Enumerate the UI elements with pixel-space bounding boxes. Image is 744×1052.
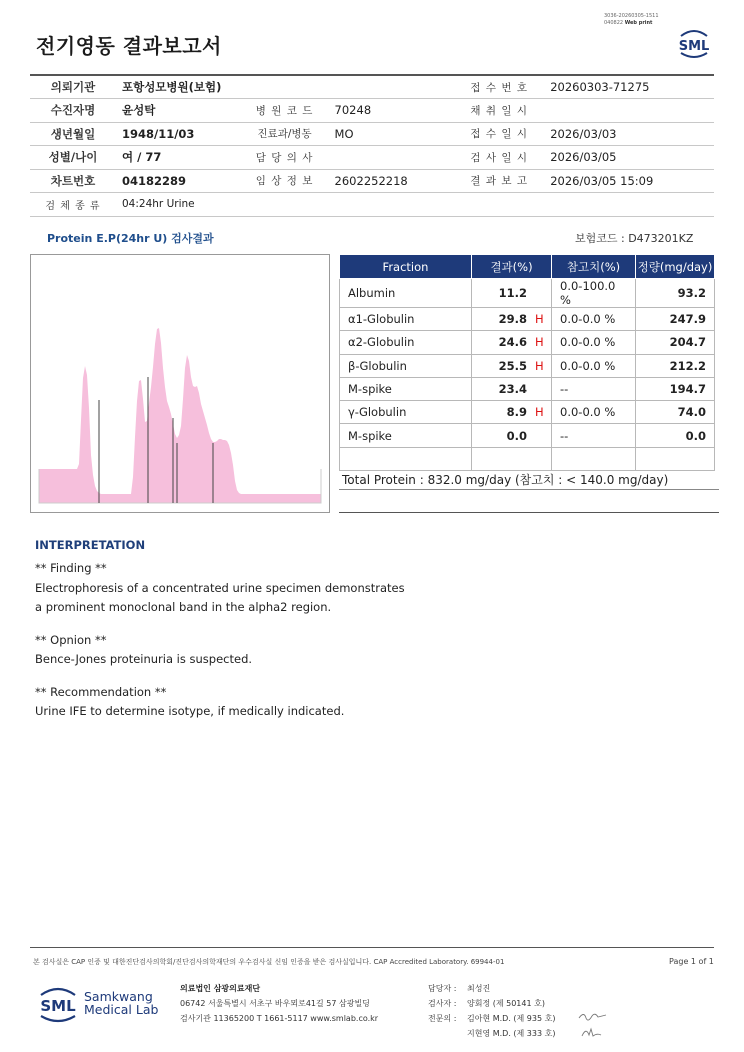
fraction-name: Albumin	[340, 279, 472, 308]
logo-text: SML	[678, 39, 710, 54]
table-row-empty	[340, 447, 715, 470]
print-code-line2a: 040822	[604, 20, 624, 26]
value-institution: 포항성모병원(보험)	[116, 75, 454, 99]
sml-logo-bottom	[36, 982, 80, 1026]
fraction-result: 8.9	[506, 405, 527, 420]
accreditation-note: 본 검사실은 CAP 인증 및 대한진단검사의학회/진단검사의학재단의 우수검사실 신임 인증을 받은 검사실입니다. CAP Accredited Laboratory. 69944-01	[33, 958, 505, 966]
label-chart-no: 차트번호	[30, 169, 116, 193]
fraction-reference: 0.0-0.0 %	[552, 401, 636, 424]
value-received-date: 2026/03/03	[544, 122, 714, 146]
fraction-name: γ-Globulin	[340, 401, 472, 424]
table-row	[340, 377, 715, 400]
header-fraction: Fraction	[340, 255, 472, 279]
label-clinical-info: 임 상 정 보	[241, 169, 329, 193]
section-title: Protein E.P(24hr U) 검사결과	[47, 232, 214, 245]
fraction-result: 23.4	[498, 382, 527, 397]
fraction-quantity: 0.0	[636, 424, 715, 447]
print-code-line2b: Web print	[624, 20, 653, 26]
densitogram-curve	[39, 328, 321, 503]
footer-divider	[30, 947, 714, 948]
value-chart-no: 04182289	[116, 169, 241, 193]
staff-label: 검사자 :	[428, 999, 457, 1008]
fraction-quantity: 247.9	[636, 308, 715, 331]
staff-value: 지현영 M.D. (제 333 호)	[467, 1029, 556, 1038]
fraction-table	[339, 254, 715, 471]
org-address: 06742 서울특별시 서초구 바우뫼로41길 57 삼광빌딩	[180, 999, 370, 1008]
value-test-date: 2026/03/05	[544, 146, 714, 170]
org-contact: 검사기관 11365200 T 1661-5117 www.smlab.co.kr	[180, 1014, 379, 1023]
table-row	[340, 308, 715, 331]
divider	[339, 489, 719, 490]
value-accession-no: 20260303-71275	[544, 75, 714, 99]
signature-image	[576, 1009, 610, 1041]
staff-label: 전문의 :	[428, 1014, 457, 1023]
recommendation-heading: ** Recommendation **	[35, 684, 167, 699]
staff-info	[428, 981, 555, 1041]
sml-logo	[676, 26, 712, 60]
fraction-result: 24.6	[498, 335, 527, 350]
fraction-quantity: 212.2	[636, 354, 715, 377]
fraction-name: β-Globulin	[340, 354, 472, 377]
high-flag: H	[535, 405, 544, 420]
header-result: 결과(%)	[472, 255, 552, 279]
divider	[339, 512, 719, 513]
high-flag: H	[535, 312, 544, 327]
fraction-reference: --	[552, 424, 636, 447]
table-row	[340, 331, 715, 354]
recommendation-line-1: Urine IFE to determine isotype, if medically indicated.	[35, 704, 345, 718]
fraction-name: α2-Globulin	[340, 331, 472, 354]
total-protein: Total Protein : 832.0 mg/day (참고치 : < 140.0 mg/day)	[342, 473, 669, 487]
table-row	[340, 401, 715, 424]
page-title: 전기영동 결과보고서	[36, 34, 222, 58]
staff-label: 담당자 :	[428, 984, 457, 993]
staff-value: 양회정 (제 50141 호)	[467, 999, 545, 1008]
label-birthdate: 생년월일	[30, 122, 116, 146]
value-sex-age: 여 / 77	[116, 146, 241, 170]
value-department: MO	[329, 122, 455, 146]
fraction-quantity: 194.7	[636, 377, 715, 400]
opinion-heading: ** Opnion **	[35, 632, 107, 647]
brand-name	[84, 990, 158, 1016]
label-collection-date: 채 취 일 시	[454, 99, 544, 123]
opinion-line-1: Bence-Jones proteinuria is suspected.	[35, 652, 253, 666]
value-clinical-info: 2602252218	[329, 169, 455, 193]
label-hospital-code: 병 원 코 드	[241, 99, 329, 123]
fraction-name: α1-Globulin	[340, 308, 472, 331]
fraction-name: M-spike	[340, 424, 472, 447]
value-birthdate: 1948/11/03	[116, 122, 241, 146]
fraction-reference: 0.0-0.0 %	[552, 354, 636, 377]
patient-info-table	[30, 74, 714, 217]
org-name: 의료법인 삼광의료재단	[180, 984, 261, 993]
electrophoresis-graph	[30, 254, 330, 513]
header-reference: 참고치(%)	[552, 255, 636, 279]
interpretation-text	[35, 559, 405, 722]
label-specimen-type: 검 체 종 류	[30, 193, 116, 217]
staff-value: 김아현 M.D. (제 935 호)	[467, 1014, 556, 1023]
insurance-code: 보험코드 : D473201KZ	[575, 232, 694, 245]
finding-line-1: Electrophoresis of a concentrated urine specimen demonstrates	[35, 580, 405, 595]
label-report-date: 결 과 보 고	[454, 169, 544, 193]
label-institution: 의뢰기관	[30, 75, 116, 99]
value-patient-name: 윤성탁	[116, 99, 241, 123]
fraction-reference: 0.0-0.0 %	[552, 331, 636, 354]
brand-line-1: Samkwang	[84, 989, 153, 1004]
fraction-reference: --	[552, 377, 636, 400]
label-patient-name: 수진자명	[30, 99, 116, 123]
fraction-result: 29.8	[498, 312, 527, 327]
table-row	[340, 424, 715, 447]
brand-line-2: Medical Lab	[84, 1002, 159, 1017]
fraction-name: M-spike	[340, 377, 472, 400]
electrophoresis-svg	[31, 255, 331, 514]
value-collection-date	[544, 99, 714, 123]
fraction-reference: 0.0-0.0 %	[552, 308, 636, 331]
value-specimen-type: 04:24hr Urine	[116, 193, 714, 217]
label-department: 진료과/병동	[241, 122, 329, 146]
value-report-date: 2026/03/05 15:09	[544, 169, 714, 193]
label-physician: 담 당 의 사	[241, 146, 329, 170]
value-hospital-code: 70248	[329, 99, 455, 123]
fraction-quantity: 204.7	[636, 331, 715, 354]
logo-bottom-text: SML	[40, 997, 76, 1015]
interpretation-title: INTERPRETATION	[35, 538, 146, 552]
staff-value: 최성진	[467, 984, 491, 993]
print-code-line1: 3036-20260305-1511	[604, 13, 659, 19]
label-sex-age: 성별/나이	[30, 146, 116, 170]
fraction-result: 11.2	[498, 286, 527, 300]
high-flag: H	[535, 335, 544, 350]
fraction-quantity: 74.0	[636, 401, 715, 424]
fraction-result: 0.0	[506, 428, 527, 443]
label-test-date: 검 사 일 시	[454, 146, 544, 170]
value-physician	[329, 146, 455, 170]
table-row	[340, 279, 715, 308]
high-flag: H	[535, 358, 544, 373]
header-quantity: 정량(mg/day)	[636, 255, 715, 279]
table-row	[340, 354, 715, 377]
page-number: Page 1 of 1	[669, 957, 714, 966]
organization-info	[180, 981, 378, 1026]
fraction-reference: 0.0-100.0 %	[552, 279, 636, 308]
finding-heading: ** Finding **	[35, 561, 107, 575]
label-accession-no: 접 수 번 호	[454, 75, 544, 99]
finding-line-2: a prominent monoclonal band in the alpha2 region.	[35, 600, 332, 614]
label-received-date: 접 수 일 시	[454, 122, 544, 146]
print-code	[604, 13, 659, 27]
fraction-result: 25.5	[498, 358, 527, 373]
fraction-quantity: 93.2	[636, 279, 715, 308]
staff-label	[428, 1026, 467, 1041]
